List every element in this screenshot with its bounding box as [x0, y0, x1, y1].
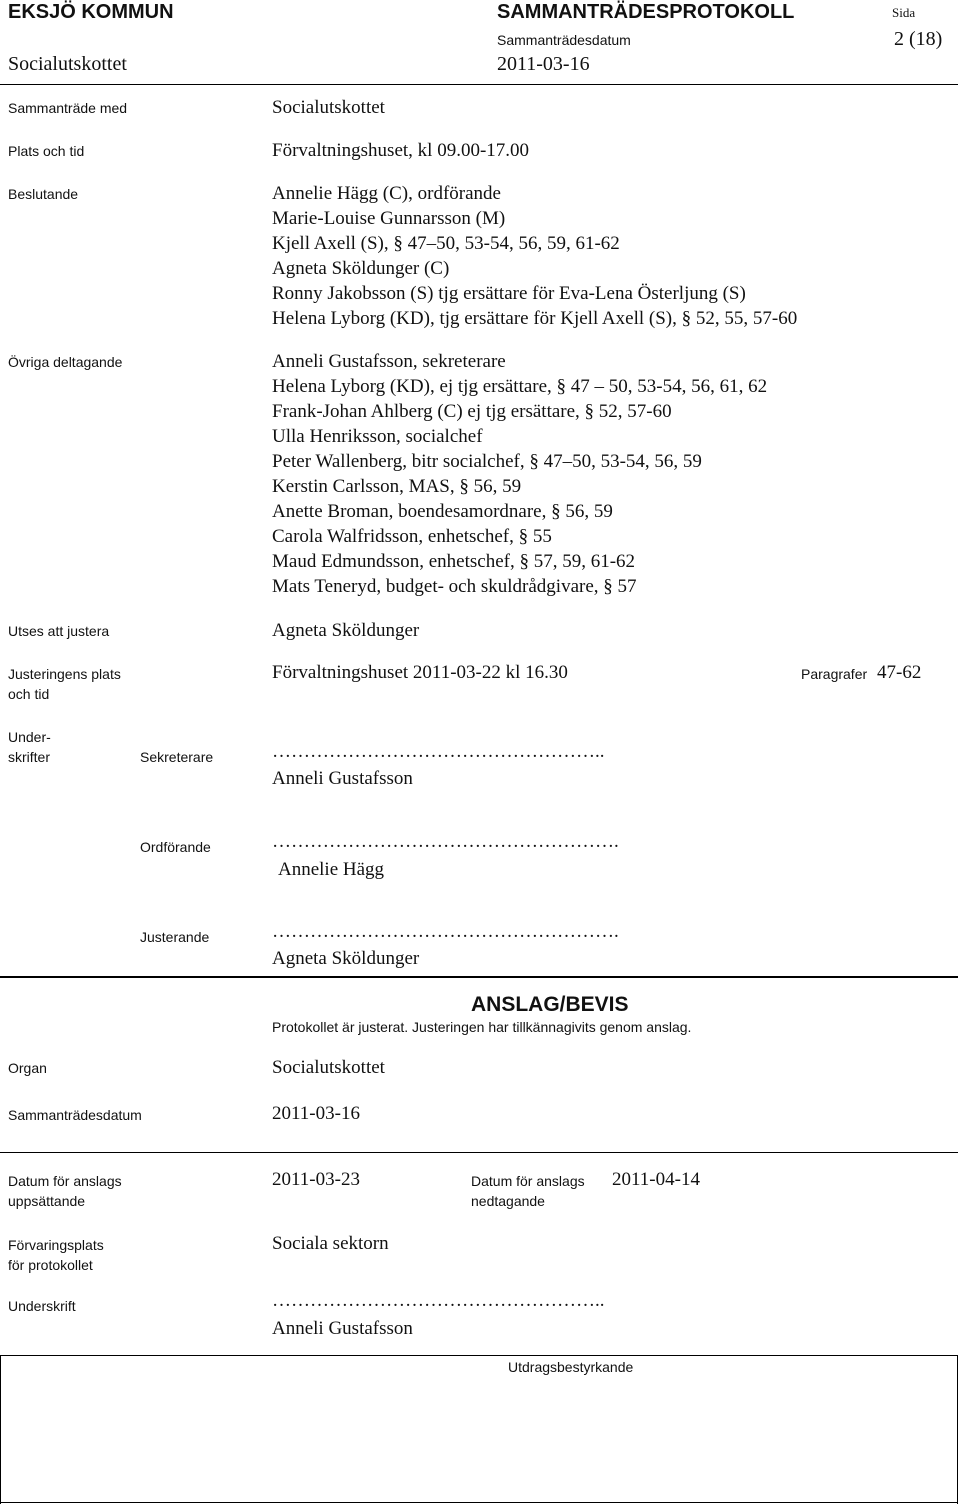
adjust-place-value: Förvaltningshuset 2011-03-22 kl 16.30 — [272, 662, 568, 683]
notice-divider-bottom — [0, 1355, 958, 1356]
list-item: Kjell Axell (S), § 47–50, 53-54, 56, 59, 61-62 — [272, 233, 620, 254]
secretary-name: Anneli Gustafsson — [272, 768, 413, 789]
extract-label: Utdragsbestyrkande — [508, 1359, 634, 1375]
organ-value: Socialutskottet — [272, 1057, 385, 1078]
meeting-with-value: Socialutskottet — [272, 97, 385, 118]
list-item: Anneli Gustafsson, sekreterare — [272, 351, 506, 372]
removed-value: 2011-04-14 — [612, 1169, 700, 1190]
meeting-with-label: Sammanträde med — [8, 100, 128, 116]
list-item: Annelie Hägg (C), ordförande — [272, 183, 501, 204]
chair-label: Ordförande — [140, 839, 211, 855]
chair-name: Annelie Hägg — [278, 859, 385, 880]
list-item: Kerstin Carlsson, MAS, § 56, 59 — [272, 476, 522, 497]
underskrift-label: Underskrift — [8, 1298, 76, 1314]
adjust-place-label: Justeringens plats och tid — [8, 666, 121, 702]
notice-date-value: 2011-03-16 — [272, 1103, 360, 1124]
list-item: Mats Teneryd, budget- och skuldrådgivare, § 57 — [272, 576, 637, 597]
page-number: 2 (18) — [894, 28, 943, 50]
place-time-value: Förvaltningshuset, kl 09.00-17.00 — [272, 140, 530, 161]
meeting-date-label: Sammanträdesdatum — [497, 32, 631, 48]
notice-date-label: Sammanträdesdatum — [8, 1107, 142, 1123]
deciding-list — [272, 181, 797, 331]
others-list — [272, 349, 767, 599]
secretary-signature-line: …………………………………………….. — [272, 741, 605, 762]
header-divider — [0, 84, 958, 85]
list-item: Maud Edmundsson, enhetschef, § 57, 59, 61-62 — [272, 551, 636, 572]
organ-label: Organ — [8, 1060, 47, 1076]
list-item: Frank-Johan Ahlberg (C) ej tjg ersättare, § 52, 57-60 — [272, 401, 672, 422]
list-item: Anette Broman, boendesamordnare, § 56, 59 — [272, 501, 613, 522]
notice-divider-mid — [0, 1152, 958, 1153]
document-type: SAMMANTRÄDESPROTOKOLL — [497, 1, 795, 23]
list-item: Agneta Sköldunger (C) — [272, 258, 450, 279]
place-time-label: Plats och tid — [8, 143, 85, 159]
adjuster-value: Agneta Sköldunger — [272, 620, 420, 641]
underskrift-name: Anneli Gustafsson — [272, 1318, 413, 1339]
extract-box-right — [957, 1355, 958, 1504]
others-label: Övriga deltagande — [8, 354, 123, 370]
storage-value: Sociala sektorn — [272, 1233, 389, 1254]
adjuster-signature-line: ………………………………………………. — [272, 921, 619, 942]
extract-box-bottom — [0, 1502, 958, 1503]
list-item: Marie-Louise Gunnarsson (M) — [272, 208, 506, 229]
adjuster-sign-name: Agneta Sköldunger — [272, 948, 420, 969]
posted-value: 2011-03-23 — [272, 1169, 360, 1190]
committee-name: Socialutskottet — [8, 53, 127, 75]
meeting-date: 2011-03-16 — [497, 53, 590, 75]
extract-box-left — [0, 1355, 1, 1504]
posted-label: Datum för anslags uppsättande — [8, 1173, 122, 1209]
list-item: Carola Walfridsson, enhetschef, § 55 — [272, 526, 552, 547]
signatures-label: Under- skrifter — [8, 729, 51, 765]
list-item: Helena Lyborg (KD), ej tjg ersättare, § 47 – 50, 53-54, 56, 61, 62 — [272, 376, 768, 397]
adjust-label: Utses att justera — [8, 623, 110, 639]
secretary-label: Sekreterare — [140, 749, 214, 765]
list-item: Peter Wallenberg, bitr socialchef, § 47–50, 53-54, 56, 59 — [272, 451, 702, 472]
list-item: Helena Lyborg (KD), tjg ersättare för Kjell Axell (S), § 52, 55, 57-60 — [272, 308, 798, 329]
paragraphs-value: 47-62 — [877, 662, 922, 683]
paragraphs-label: Paragrafer — [801, 666, 868, 682]
deciding-label: Beslutande — [8, 186, 79, 202]
removed-label: Datum för anslags nedtagande — [471, 1173, 585, 1209]
page-label: Sida — [892, 5, 916, 20]
chair-signature-line: ………………………………………………. — [272, 831, 619, 852]
notice-text: Protokollet är justerat. Justeringen har tillkännagivits genom anslag. — [272, 1019, 692, 1035]
storage-label: Förvaringsplats för protokollet — [8, 1237, 104, 1273]
underskrift-line: …………………………………………….. — [272, 1290, 605, 1311]
org-name: EKSJÖ KOMMUN — [8, 1, 174, 23]
adjuster-sign-label: Justerande — [140, 929, 210, 945]
list-item: Ronny Jakobsson (S) tjg ersättare för Eva-Lena Österljung (S) — [272, 283, 746, 304]
notice-divider-top — [0, 976, 958, 978]
notice-title: ANSLAG/BEVIS — [471, 993, 629, 1016]
list-item: Ulla Henriksson, socialchef — [272, 426, 483, 447]
